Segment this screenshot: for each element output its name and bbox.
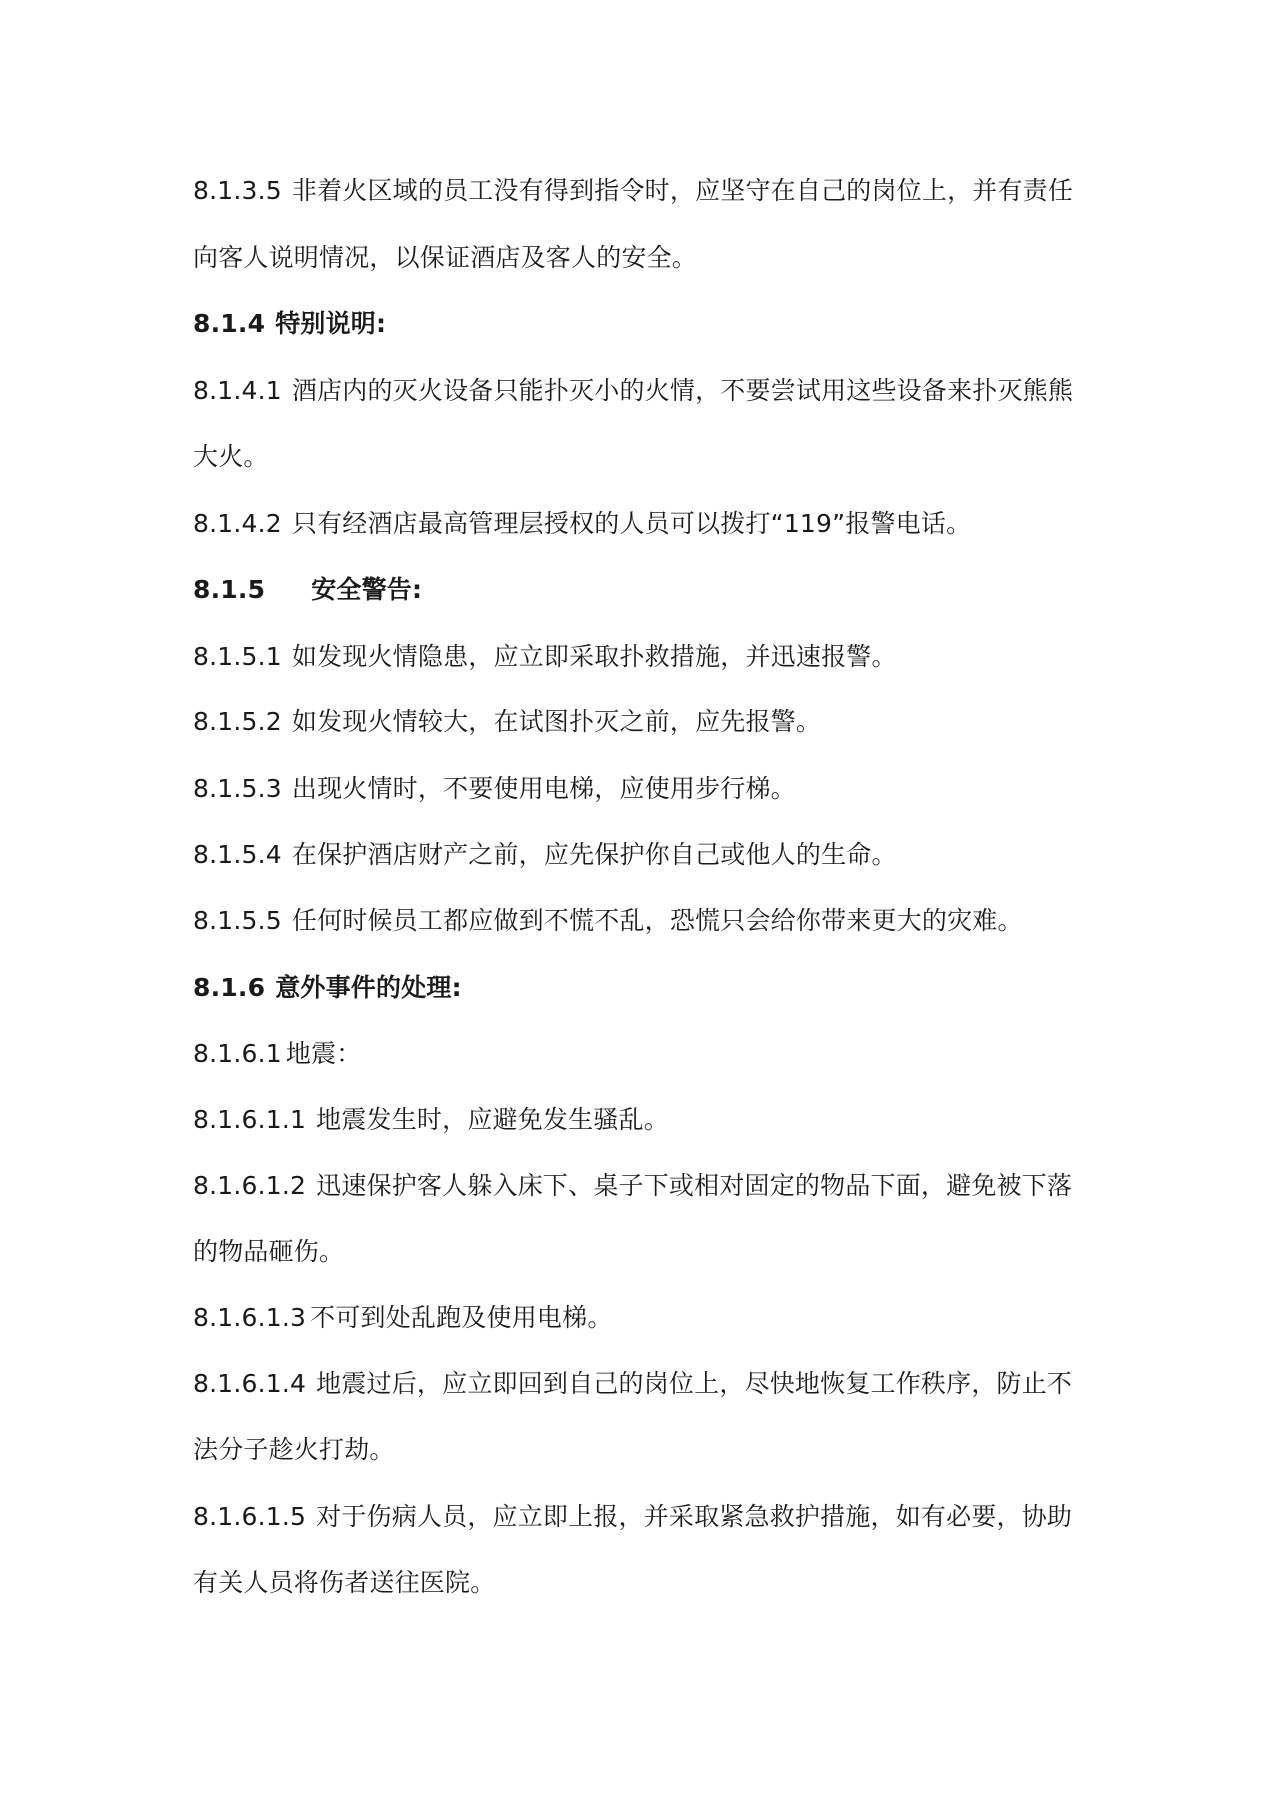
clause-8-1-3-5-continuation <box>193 238 1113 278</box>
clause-number: 8.1.6.1.4 <box>193 1369 307 1398</box>
section-title: 安全警告: <box>311 575 423 604</box>
clause-8-1-6-1 <box>193 1034 1113 1074</box>
clause-8-1-6-1-1 <box>193 1100 1113 1140</box>
clause-text: 只有经酒店最高管理层授权的人员可以拨打“119”报警电话。 <box>291 509 972 538</box>
clause-8-1-3-5 <box>193 171 1113 211</box>
clause-text: 大火。 <box>193 442 269 471</box>
clause-number: 8.1.5.5 <box>193 906 282 935</box>
clause-8-1-4-1-continuation <box>193 437 1113 477</box>
section-title: 意外事件的处理: <box>275 973 462 1002</box>
clause-text: 如发现火情较大，在试图扑灭之前，应先报警。 <box>291 707 822 736</box>
clause-text: 出现火情时，不要使用电梯，应使用步行梯。 <box>291 774 796 803</box>
clause-8-1-4-1 <box>193 371 1113 411</box>
clause-text: 在保护酒店财产之前，应先保护你自己或他人的生命。 <box>291 840 897 869</box>
clause-number: 8.1.4.2 <box>193 509 282 538</box>
section-heading-8-1-5 <box>193 570 1113 610</box>
clause-number: 8.1.6.1.3 <box>193 1303 307 1332</box>
clause-text: 地震过后，应立即回到自己的岗位上，尽快地恢复工作秩序，防止不 <box>316 1369 1073 1398</box>
clause-8-1-6-1-5 <box>193 1497 1113 1537</box>
clause-text: 的物品砸伤。 <box>193 1237 345 1266</box>
clause-text: 对于伤病人员，应立即上报，并采取紧急救护措施，如有必要，协助 <box>316 1502 1073 1531</box>
clause-number: 8.1.3.5 <box>193 176 282 205</box>
clause-8-1-5-3 <box>193 769 1113 809</box>
section-heading-8-1-6 <box>193 968 1113 1008</box>
clause-text: 法分子趁火打劫。 <box>193 1435 395 1464</box>
clause-text: 地震发生时，应避免发生骚乱。 <box>316 1105 669 1134</box>
clause-text: 非着火区域的员工没有得到指令时，应坚守在自己的岗位上，并有责任 <box>291 176 1074 205</box>
clause-8-1-5-5 <box>193 901 1113 941</box>
section-heading-8-1-4 <box>193 304 1113 344</box>
clause-number: 8.1.5.1 <box>193 642 282 671</box>
clause-number: 8.1.5.4 <box>193 840 282 869</box>
clause-text: 如发现火情隐患，应立即采取扑救措施，并迅速报警。 <box>291 642 897 671</box>
section-number: 8.1.4 <box>193 309 266 338</box>
clause-8-1-5-2 <box>193 702 1113 742</box>
clause-8-1-6-1-3 <box>193 1298 1113 1338</box>
clause-number: 8.1.6.1.2 <box>193 1171 307 1200</box>
clause-text: 迅速保护客人躲入床下、桌子下或相对固定的物品下面，避免被下落 <box>316 1171 1073 1200</box>
clause-8-1-6-1-4-continuation <box>193 1430 1113 1470</box>
clause-text: 地震： <box>285 1039 362 1068</box>
clause-text: 有关人员将伤者送往医院。 <box>193 1568 496 1597</box>
clause-8-1-5-4 <box>193 835 1113 875</box>
clause-number: 8.1.4.1 <box>193 376 282 405</box>
section-number: 8.1.5 <box>193 575 266 604</box>
clause-text: 不可到处乱跑及使用电梯。 <box>310 1303 613 1332</box>
clause-number: 8.1.5.2 <box>193 707 282 736</box>
section-number: 8.1.6 <box>193 973 266 1002</box>
clause-8-1-4-2 <box>193 504 1113 544</box>
clause-8-1-6-1-2-continuation <box>193 1232 1113 1272</box>
clause-8-1-6-1-2 <box>193 1166 1113 1206</box>
clause-text: 向客人说明情况，以保证酒店及客人的安全。 <box>193 243 698 272</box>
clause-number: 8.1.6.1 <box>193 1039 282 1068</box>
section-title: 特别说明: <box>275 309 387 338</box>
clause-text: 酒店内的灭火设备只能扑灭小的火情，不要尝试用这些设备来扑灭熊熊 <box>291 376 1074 405</box>
clause-text: 任何时候员工都应做到不慌不乱，恐慌只会给你带来更大的灾难。 <box>291 906 1023 935</box>
clause-8-1-6-1-5-continuation <box>193 1563 1113 1603</box>
clause-8-1-6-1-4 <box>193 1364 1113 1404</box>
clause-number: 8.1.5.3 <box>193 774 282 803</box>
clause-8-1-5-1 <box>193 637 1113 677</box>
clause-number: 8.1.6.1.5 <box>193 1502 307 1531</box>
clause-number: 8.1.6.1.1 <box>193 1105 307 1134</box>
